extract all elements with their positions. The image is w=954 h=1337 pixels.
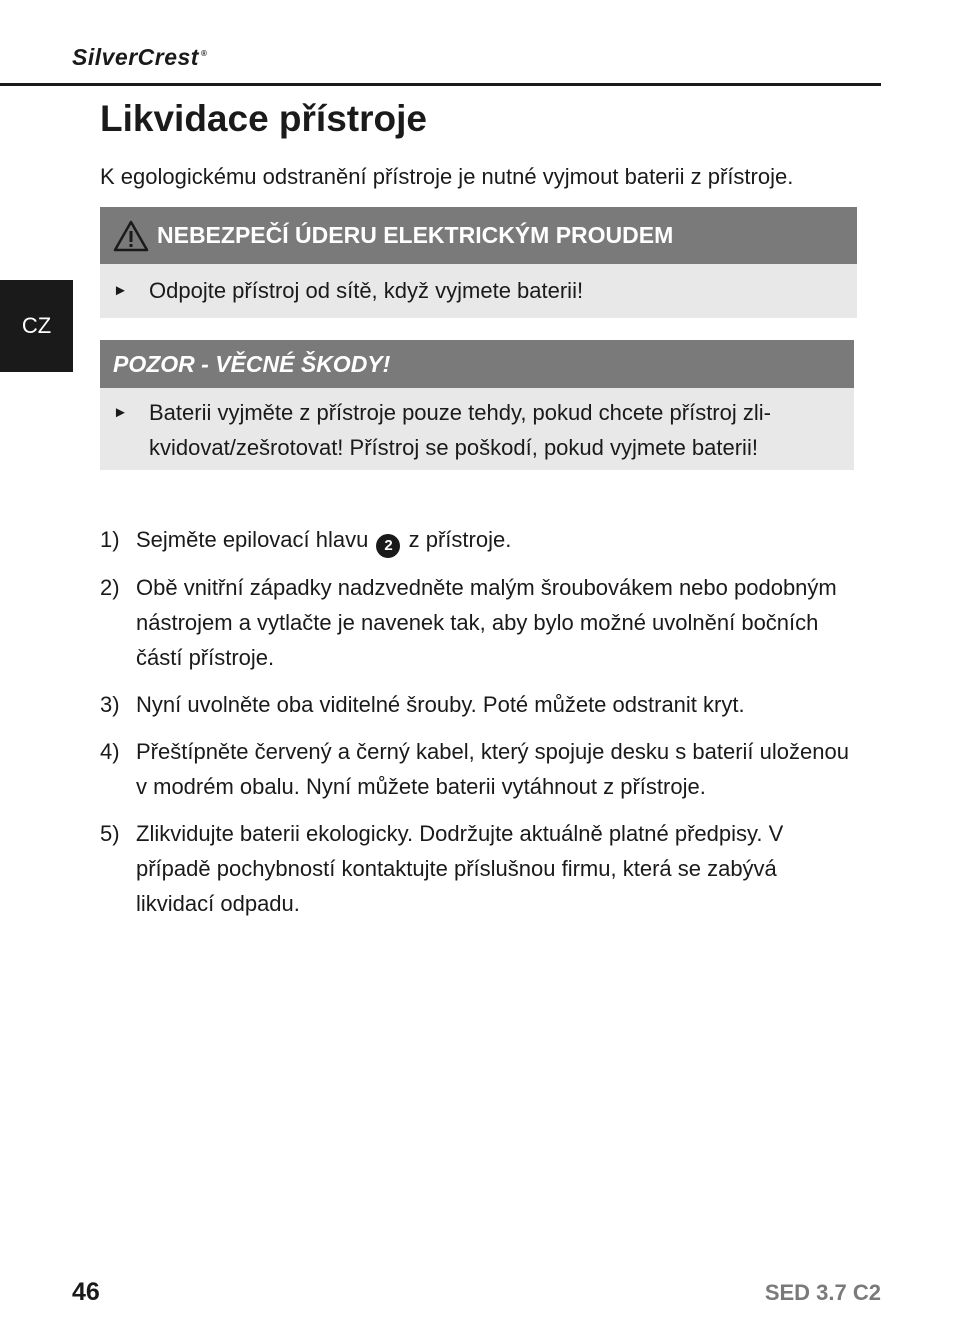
step-text-after: z přístroje. (408, 527, 512, 552)
registered-mark: ® (200, 49, 208, 59)
brand-name: SilverCrest (72, 44, 199, 70)
step-text: Přeštípněte červený a černý kabel, který spojuje desku s baterií uloženou v modrém obalu. Nyní můžete baterii vytáhnout z přístroje. (136, 738, 849, 799)
damage-caution-box (100, 340, 854, 470)
damage-caution-text (149, 395, 771, 465)
step-number: 4) (100, 738, 120, 764)
step-text-before: Sejměte epilovací hlavu (136, 527, 369, 552)
step-number: 3) (100, 691, 120, 717)
intro-text: K egologickému odstranění přístroje je nutné vyjmout baterii z přístroje. (100, 164, 794, 189)
model-number: SED 3.7 C2 (764, 1280, 881, 1305)
step-number: 5) (100, 820, 120, 846)
damage-caution-line-2: kvidovat/zešrotovat! Přístroj se poškodí, pokud vyjmete baterii! (149, 435, 758, 460)
step-item (100, 522, 860, 558)
damage-caution-header (100, 340, 854, 388)
damage-caution-line-1: Baterii vyjměte z přístroje pouze tehdy, pokud chcete přístroj zli- (149, 400, 771, 425)
shock-warning-header (100, 207, 857, 264)
warning-triangle-icon (113, 220, 149, 252)
step-text (136, 522, 860, 558)
arrow-bullet-icon: ► (113, 404, 128, 421)
step-text: Nyní uvolněte oba viditelné šrouby. Poté můžete odstranit kryt. (136, 691, 745, 717)
shock-warning-body (100, 264, 857, 308)
disposal-steps (100, 522, 860, 933)
part-reference-badge: 2 (376, 534, 400, 558)
arrow-bullet-icon: ► (113, 282, 128, 299)
shock-warning-text: Odpojte přístroj od sítě, když vyjmete baterii! (149, 278, 584, 303)
step-text: Zlikvidujte baterii ekologicky. Dodržujte aktuálně platné předpisy. V případě pochybností kontaktujte příslušnou firmu, která se zabývá likvidací odpadu. (136, 820, 784, 916)
step-item (100, 734, 860, 804)
page-title: Likvidace přístroje (100, 98, 427, 139)
damage-caution-body (100, 388, 854, 465)
damage-caution-title: POZOR - VĚCNÉ ŠKODY! (113, 350, 391, 377)
step-number: 2) (100, 574, 120, 600)
step-text: Obě vnitřní západky nadzvedněte malým šroubovákem nebo podobným nástrojem a vytlačte je navenek tak, aby bylo možné uvolnění bočních částí přístroje. (136, 574, 837, 670)
page-number: 46 (72, 1278, 100, 1306)
step-item (100, 687, 860, 722)
header-rule (0, 83, 881, 86)
language-tab (0, 280, 73, 372)
step-item (100, 570, 860, 675)
step-number: 1) (100, 527, 120, 552)
step-item (100, 816, 860, 921)
shock-warning-title: NEBEZPEČÍ ÚDERU ELEKTRICKÝM PROUDEM (157, 222, 674, 248)
brand-logo (72, 44, 207, 71)
language-label: CZ (21, 313, 52, 338)
shock-warning-box (100, 207, 857, 318)
